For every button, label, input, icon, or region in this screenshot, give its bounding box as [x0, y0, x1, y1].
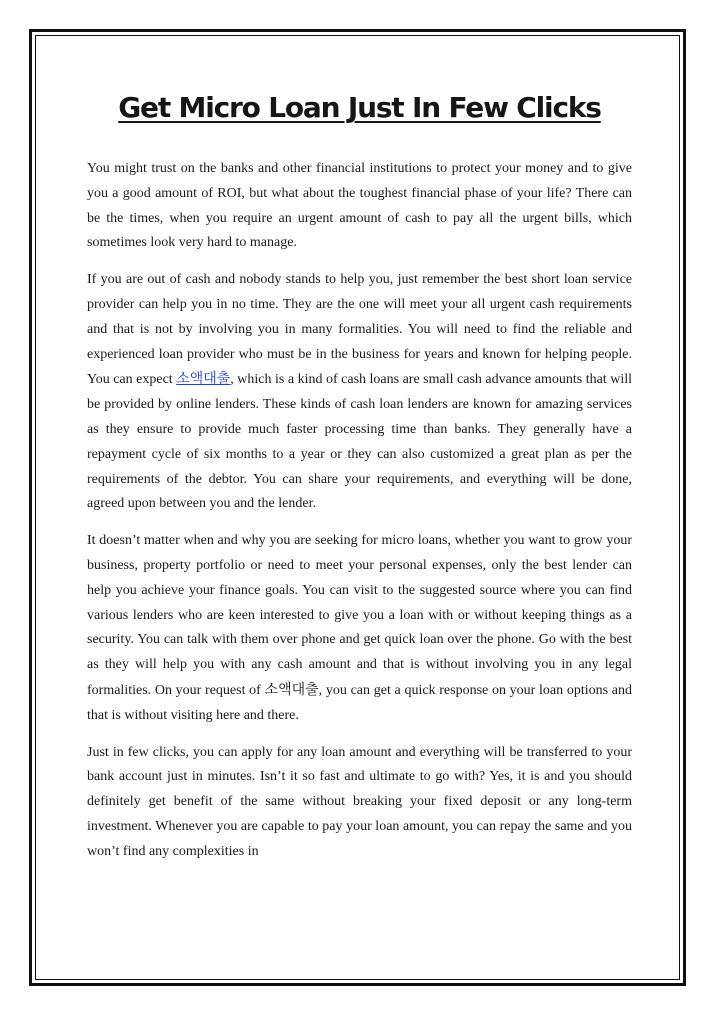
paragraph-1: You might trust on the banks and other financial institutions to protect your money and to give you a good amount of ROI, but what about the toughest financial phase of your life? There can be the times, when you require an urgent amount of cash to pay all the urgent bills, which sometimes look very hard to manage.: [87, 161, 632, 251]
paragraph-3-text-before: It doesn’t matter when and why you are seeking for micro loans, whether you want to grow your business, property portfolio or need to meet your personal expenses, only the best lender can help you achieve your finance goals. You can visit to the suggested source where you can find various lenders who are keen interested to give you a loan with or without keeping things as a security. You can talk with them over phone and get quick loan over the phone. Go with the best as they will help you with any cash amount and that is without involving you in any legal formalities. On your request of: [87, 533, 632, 698]
paragraph-2-text-before: If you are out of cash and nobody stands to help you, just remember the best short loan service provider can help you in no time. They are the one will meet your all urgent cash requirements and that is not by involving you in many formalities. You will need to find the reliable and experienced loan provider who must be in the business for years and known for helping people. You can expect: [87, 272, 632, 388]
page-title: Get Micro Loan Just In Few Clicks: [118, 91, 601, 124]
korean-loan-link[interactable]: 소액대출: [176, 371, 231, 388]
paragraph-3-text-after: , you can get a quick response on your loan options and that is without visiting here and there.: [87, 682, 633, 723]
korean-loan-term: 소액대출: [264, 681, 319, 698]
paragraph-4: Just in few clicks, you can apply for any loan amount and everything will be transferred to your bank account just in minutes. Isn’t it so fast and ultimate to go with? Yes, it is and you should definitely get benefit of the same without breaking your fixed deposit or any long-term investment. Whenever you are capable to pay your loan amount, you can repay the same and you won’t find any complexities in: [87, 744, 632, 859]
paragraph-2: [87, 268, 632, 517]
document-body: [87, 86, 632, 877]
paragraph-2-text-after: , which is a kind of cash loans are small cash advance amounts that will be provided by online lenders. These kinds of cash loan lenders are known for amazing services as they ensure to provide much faster processing time than banks. They generally have a repayment cycle of six months to a year or they can also customized a great plan as per the requirements of the debtor. You can share your requirements, and everything will be done, agreed upon between you and the lender.: [87, 372, 632, 512]
paragraph-3: [87, 529, 632, 728]
